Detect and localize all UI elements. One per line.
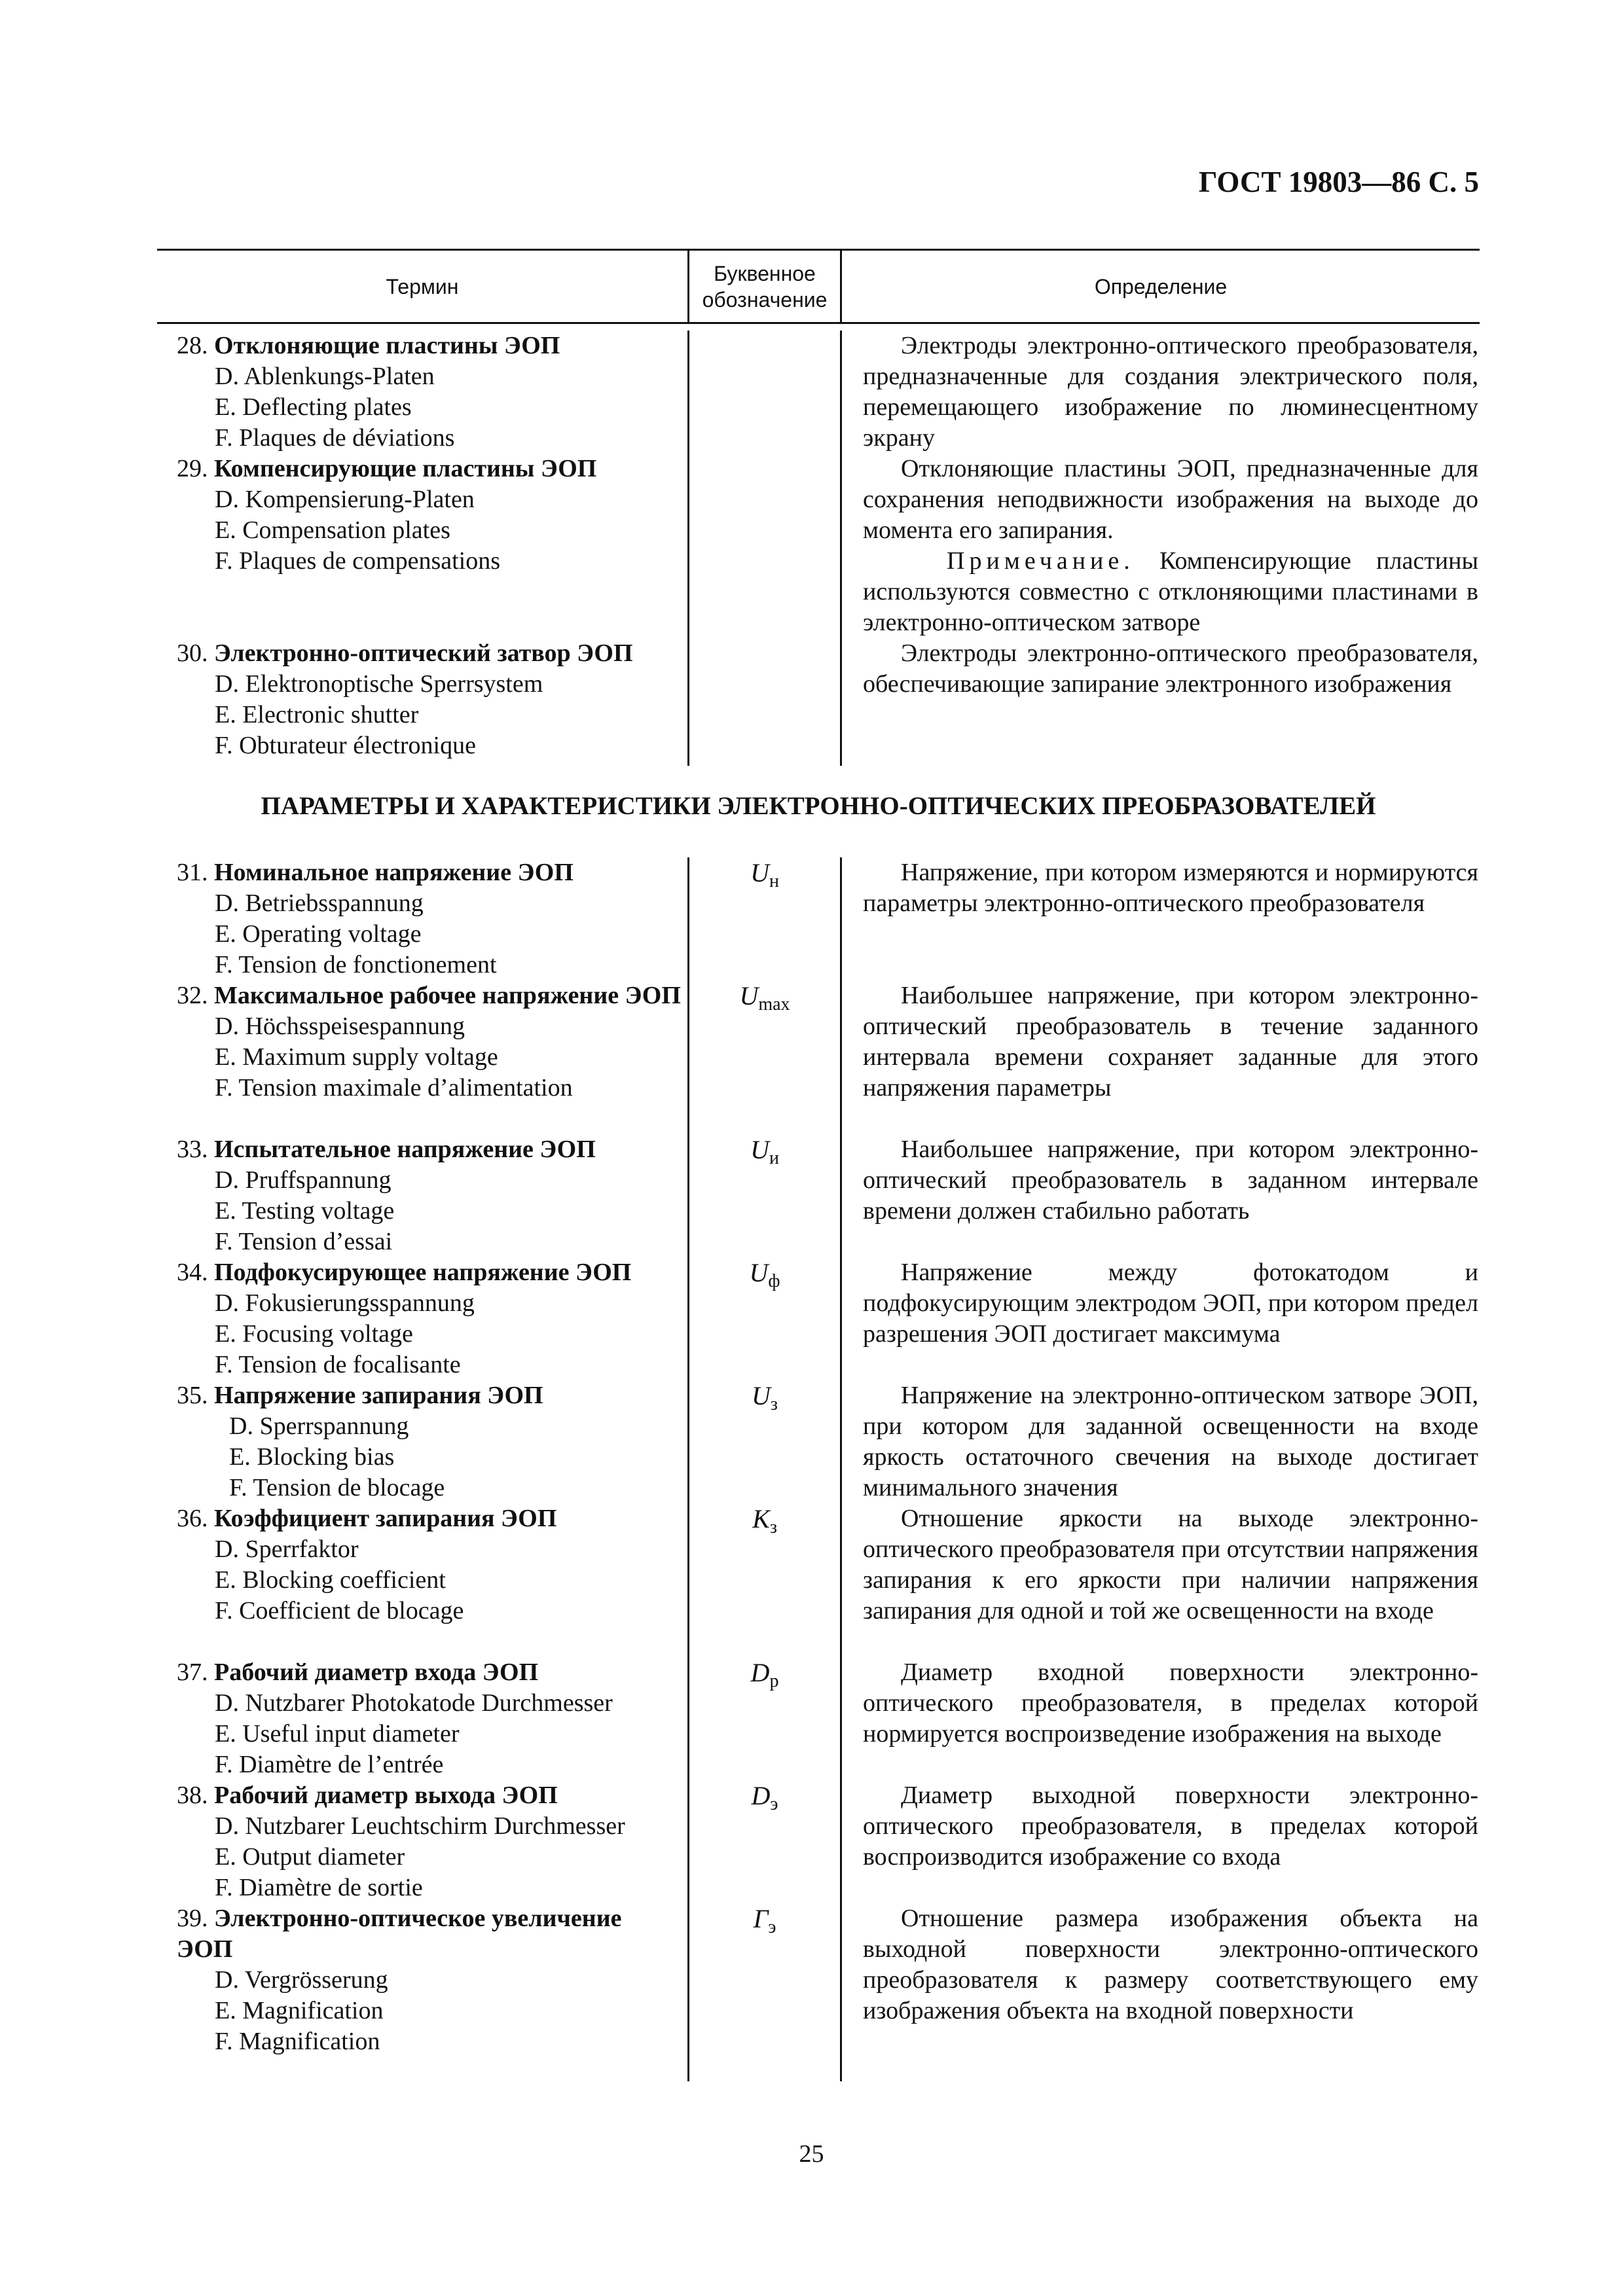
definition-32: Наибольшее напряжение, при котором электронно-оптический преобразователь в течение заданного интервала времени сохраняет заданные для этого напряжения параметры xyxy=(863,982,1478,1102)
term-title: Номинальное напряжение ЭОП xyxy=(214,859,574,886)
term-german: D. Vergrösserung xyxy=(215,1966,388,1994)
term-german: D. Sperrfaktor xyxy=(215,1535,359,1563)
term-number: 33. xyxy=(177,1136,208,1163)
term-german: D. Fokusierungsspannung xyxy=(215,1289,475,1317)
note-text: Компенсирующие пластины используются совместно с отклоняющими пластинами в электронно-оптическом затворе xyxy=(863,547,1478,636)
term-german: D. Pruffspannung xyxy=(215,1166,392,1194)
term-english: E. Operating voltage xyxy=(215,920,422,948)
term-entry-33 xyxy=(177,1134,681,1257)
term-french: F. Tension maximale d’alimentation xyxy=(215,1074,573,1102)
term-title: Подфокусирующее напряжение ЭОП xyxy=(214,1259,632,1286)
term-symbol: $U_з$ xyxy=(752,1381,778,1414)
term-english: E. Useful input diameter xyxy=(215,1720,460,1748)
term-french: F. Tension de fonctionement xyxy=(215,951,497,978)
term-number: 31. xyxy=(177,859,208,886)
term-entry-32 xyxy=(177,980,681,1103)
term-french: F. Tension de blocage xyxy=(229,1474,445,1501)
definition-33: Наибольшее напряжение, при котором электронно-оптический преобразователь в заданном интервале времени должен стабильно работать xyxy=(863,1136,1478,1225)
term-entry-38 xyxy=(177,1780,681,1903)
term-french: F. Obturateur électronique xyxy=(215,732,476,759)
term-english: E. Maximum supply voltage xyxy=(215,1043,498,1071)
definition-36: Отношение яркости на выходе электронно-оптического преобразователя при отсутствии напряжения запирания к его яркости при наличии напряжения запирания для одной и той же освещенности на входе xyxy=(863,1505,1478,1624)
definition-28: Электроды электронно-оптического преобразователя, предназначенные для создания электрического поля, перемещающего изображение по люминесцентному экрану xyxy=(863,332,1478,452)
term-number: 34. xyxy=(177,1259,208,1286)
term-entry-36 xyxy=(177,1503,681,1626)
term-title: Испытательное напряжение ЭОП xyxy=(214,1136,596,1163)
term-french: F. Diamètre de l’entrée xyxy=(215,1751,444,1778)
term-title: Рабочий диаметр входа ЭОП xyxy=(214,1659,539,1686)
term-symbol: $Г_э$ xyxy=(753,1904,776,1937)
term-title: Электронно-оптическое увеличение ЭОП xyxy=(177,1905,622,1963)
term-title: Электронно-оптический затвор ЭОП xyxy=(214,639,633,667)
term-title: Коэффициент запирания ЭОП xyxy=(214,1505,557,1532)
term-german: D. Sperrspannung xyxy=(229,1412,409,1440)
table-header xyxy=(157,249,1480,324)
term-entry-35 xyxy=(177,1380,681,1503)
term-number: 35. xyxy=(177,1382,208,1409)
term-symbol: $K_з$ xyxy=(752,1504,777,1537)
term-title: Компенсирующие пластины ЭОП xyxy=(214,455,597,482)
term-entry-31 xyxy=(177,857,681,980)
term-symbol: $U_и$ xyxy=(750,1135,779,1168)
section-title: ПАРАМЕТРЫ И ХАРАКТЕРИСТИКИ ЭЛЕКТРОННО-ОПТИЧЕСКИХ ПРЕОБРАЗОВАТЕЛЕЙ xyxy=(261,792,1376,820)
definition-39: Отношение размера изображения объекта на выходной поверхности электронно-оптического преобразователя к размеру соответствующего ему изображения объекта на входной поверхности xyxy=(863,1905,1478,2024)
term-entry-34 xyxy=(177,1257,681,1380)
term-french: F. Tension de focalisante xyxy=(215,1351,461,1378)
term-english: E. Focusing voltage xyxy=(215,1320,413,1348)
term-number: 37. xyxy=(177,1659,208,1686)
term-number: 32. xyxy=(177,982,208,1009)
term-french: F. Coefficient de blocage xyxy=(215,1597,464,1624)
term-number: 30. xyxy=(177,639,208,667)
term-symbol: $U_н$ xyxy=(750,858,779,891)
definition-30: Электроды электронно-оптического преобразователя, обеспечивающие запирание электронного изображения xyxy=(863,639,1478,698)
column-header-symbol-line2: обозначение xyxy=(702,287,828,312)
document-header: ГОСТ 19803—86 С. 5 xyxy=(1198,166,1479,198)
term-title: Максимальное рабочее напряжение ЭОП xyxy=(214,982,681,1009)
term-french: F. Magnification xyxy=(215,2028,380,2055)
definition-35: Напряжение на электронно-оптическом затворе ЭОП, при котором для заданной освещенности на входе яркость остаточного свечения на выходе достигает минимального значения xyxy=(863,1382,1478,1501)
term-symbol: $D_э$ xyxy=(751,1781,778,1814)
definition-38: Диаметр выходной поверхности электронно-оптического преобразователя, в пределах которой воспроизводится изображение со входа xyxy=(863,1782,1478,1871)
definition-31: Напряжение, при котором измеряются и нормируются параметры электронно-оптического преобразователя xyxy=(863,859,1478,917)
term-symbol: $U_ф$ xyxy=(749,1258,780,1291)
column-divider xyxy=(687,857,689,2081)
column-divider xyxy=(840,331,842,766)
term-entry-28 xyxy=(177,331,681,454)
term-german: D. Nutzbarer Leuchtschirm Durchmesser xyxy=(215,1812,625,1840)
term-english: E. Blocking bias xyxy=(229,1443,395,1471)
term-number: 39. xyxy=(177,1905,208,1932)
term-english: E. Testing voltage xyxy=(215,1197,395,1225)
term-english: E. Output diameter xyxy=(215,1843,405,1871)
term-number: 29. xyxy=(177,455,208,482)
term-german: D. Ablenkungs-Platen xyxy=(215,363,435,390)
term-entry-37 xyxy=(177,1657,681,1780)
term-symbol: $U_{max}$ xyxy=(739,981,790,1014)
term-french: F. Tension d’essai xyxy=(215,1228,393,1255)
term-title: Напряжение запирания ЭОП xyxy=(214,1382,543,1409)
term-english: E. Compensation plates xyxy=(215,516,450,544)
term-english: E. Blocking coefficient xyxy=(215,1566,446,1594)
column-header-term: Термин xyxy=(386,274,459,298)
term-german: D. Nutzbarer Photokatode Durchmesser xyxy=(215,1689,613,1717)
definition-29: Отклоняющие пластины ЭОП, предназначенные для сохранения неподвижности изображения на выходе до момента его запирания. Примечание. Компенсирующие пластины используются совместно с отклоняющими пластинами в электронно-оптическом затворе xyxy=(863,454,1478,638)
term-entry-30 xyxy=(177,638,681,761)
column-header-symbol-line1: Буквенное xyxy=(714,261,816,285)
column-divider xyxy=(840,857,842,2081)
term-english: E. Electronic shutter xyxy=(215,701,419,728)
term-number: 28. xyxy=(177,332,208,359)
column-header-symbol xyxy=(687,251,842,322)
definition-34: Напряжение между фотокатодом и подфокусирующим электродом ЭОП, при котором предел разрешения ЭОП достигает максимума xyxy=(863,1259,1478,1348)
term-german: D. Betriebsspannung xyxy=(215,889,424,917)
page-number: 25 xyxy=(799,2140,824,2168)
term-german: D. Höchsspeisespannung xyxy=(215,1013,465,1040)
term-french: F. Plaques de compensations xyxy=(215,547,501,575)
term-german: D. Elektronoptische Sperrsystem xyxy=(215,670,543,698)
note-label: Примечание. xyxy=(947,547,1135,575)
term-title: Рабочий диаметр выхода ЭОП xyxy=(214,1782,558,1809)
term-number: 38. xyxy=(177,1782,208,1809)
term-title: Отклоняющие пластины ЭОП xyxy=(214,332,560,359)
term-entry-29 xyxy=(177,454,681,577)
term-french: F. Diamètre de sortie xyxy=(215,1874,423,1901)
column-header-definition: Определение xyxy=(1094,274,1228,298)
column-divider xyxy=(687,331,689,766)
term-french: F. Plaques de déviations xyxy=(215,424,455,452)
term-entry-39 xyxy=(177,1903,681,2057)
term-german: D. Kompensierung-Platen xyxy=(215,486,475,513)
definition-37: Диаметр входной поверхности электронно-оптического преобразователя, в пределах которой нормируется воспроизведение изображения на выходе xyxy=(863,1659,1478,1748)
terms-block-deflection xyxy=(157,331,1480,766)
term-number: 36. xyxy=(177,1505,208,1532)
term-english: E. Magnification xyxy=(215,1997,384,2024)
terms-block-parameters xyxy=(157,857,1480,2081)
definition-note xyxy=(863,546,1478,638)
term-symbol: $D_р$ xyxy=(750,1658,779,1691)
term-english: E. Deflecting plates xyxy=(215,393,412,421)
